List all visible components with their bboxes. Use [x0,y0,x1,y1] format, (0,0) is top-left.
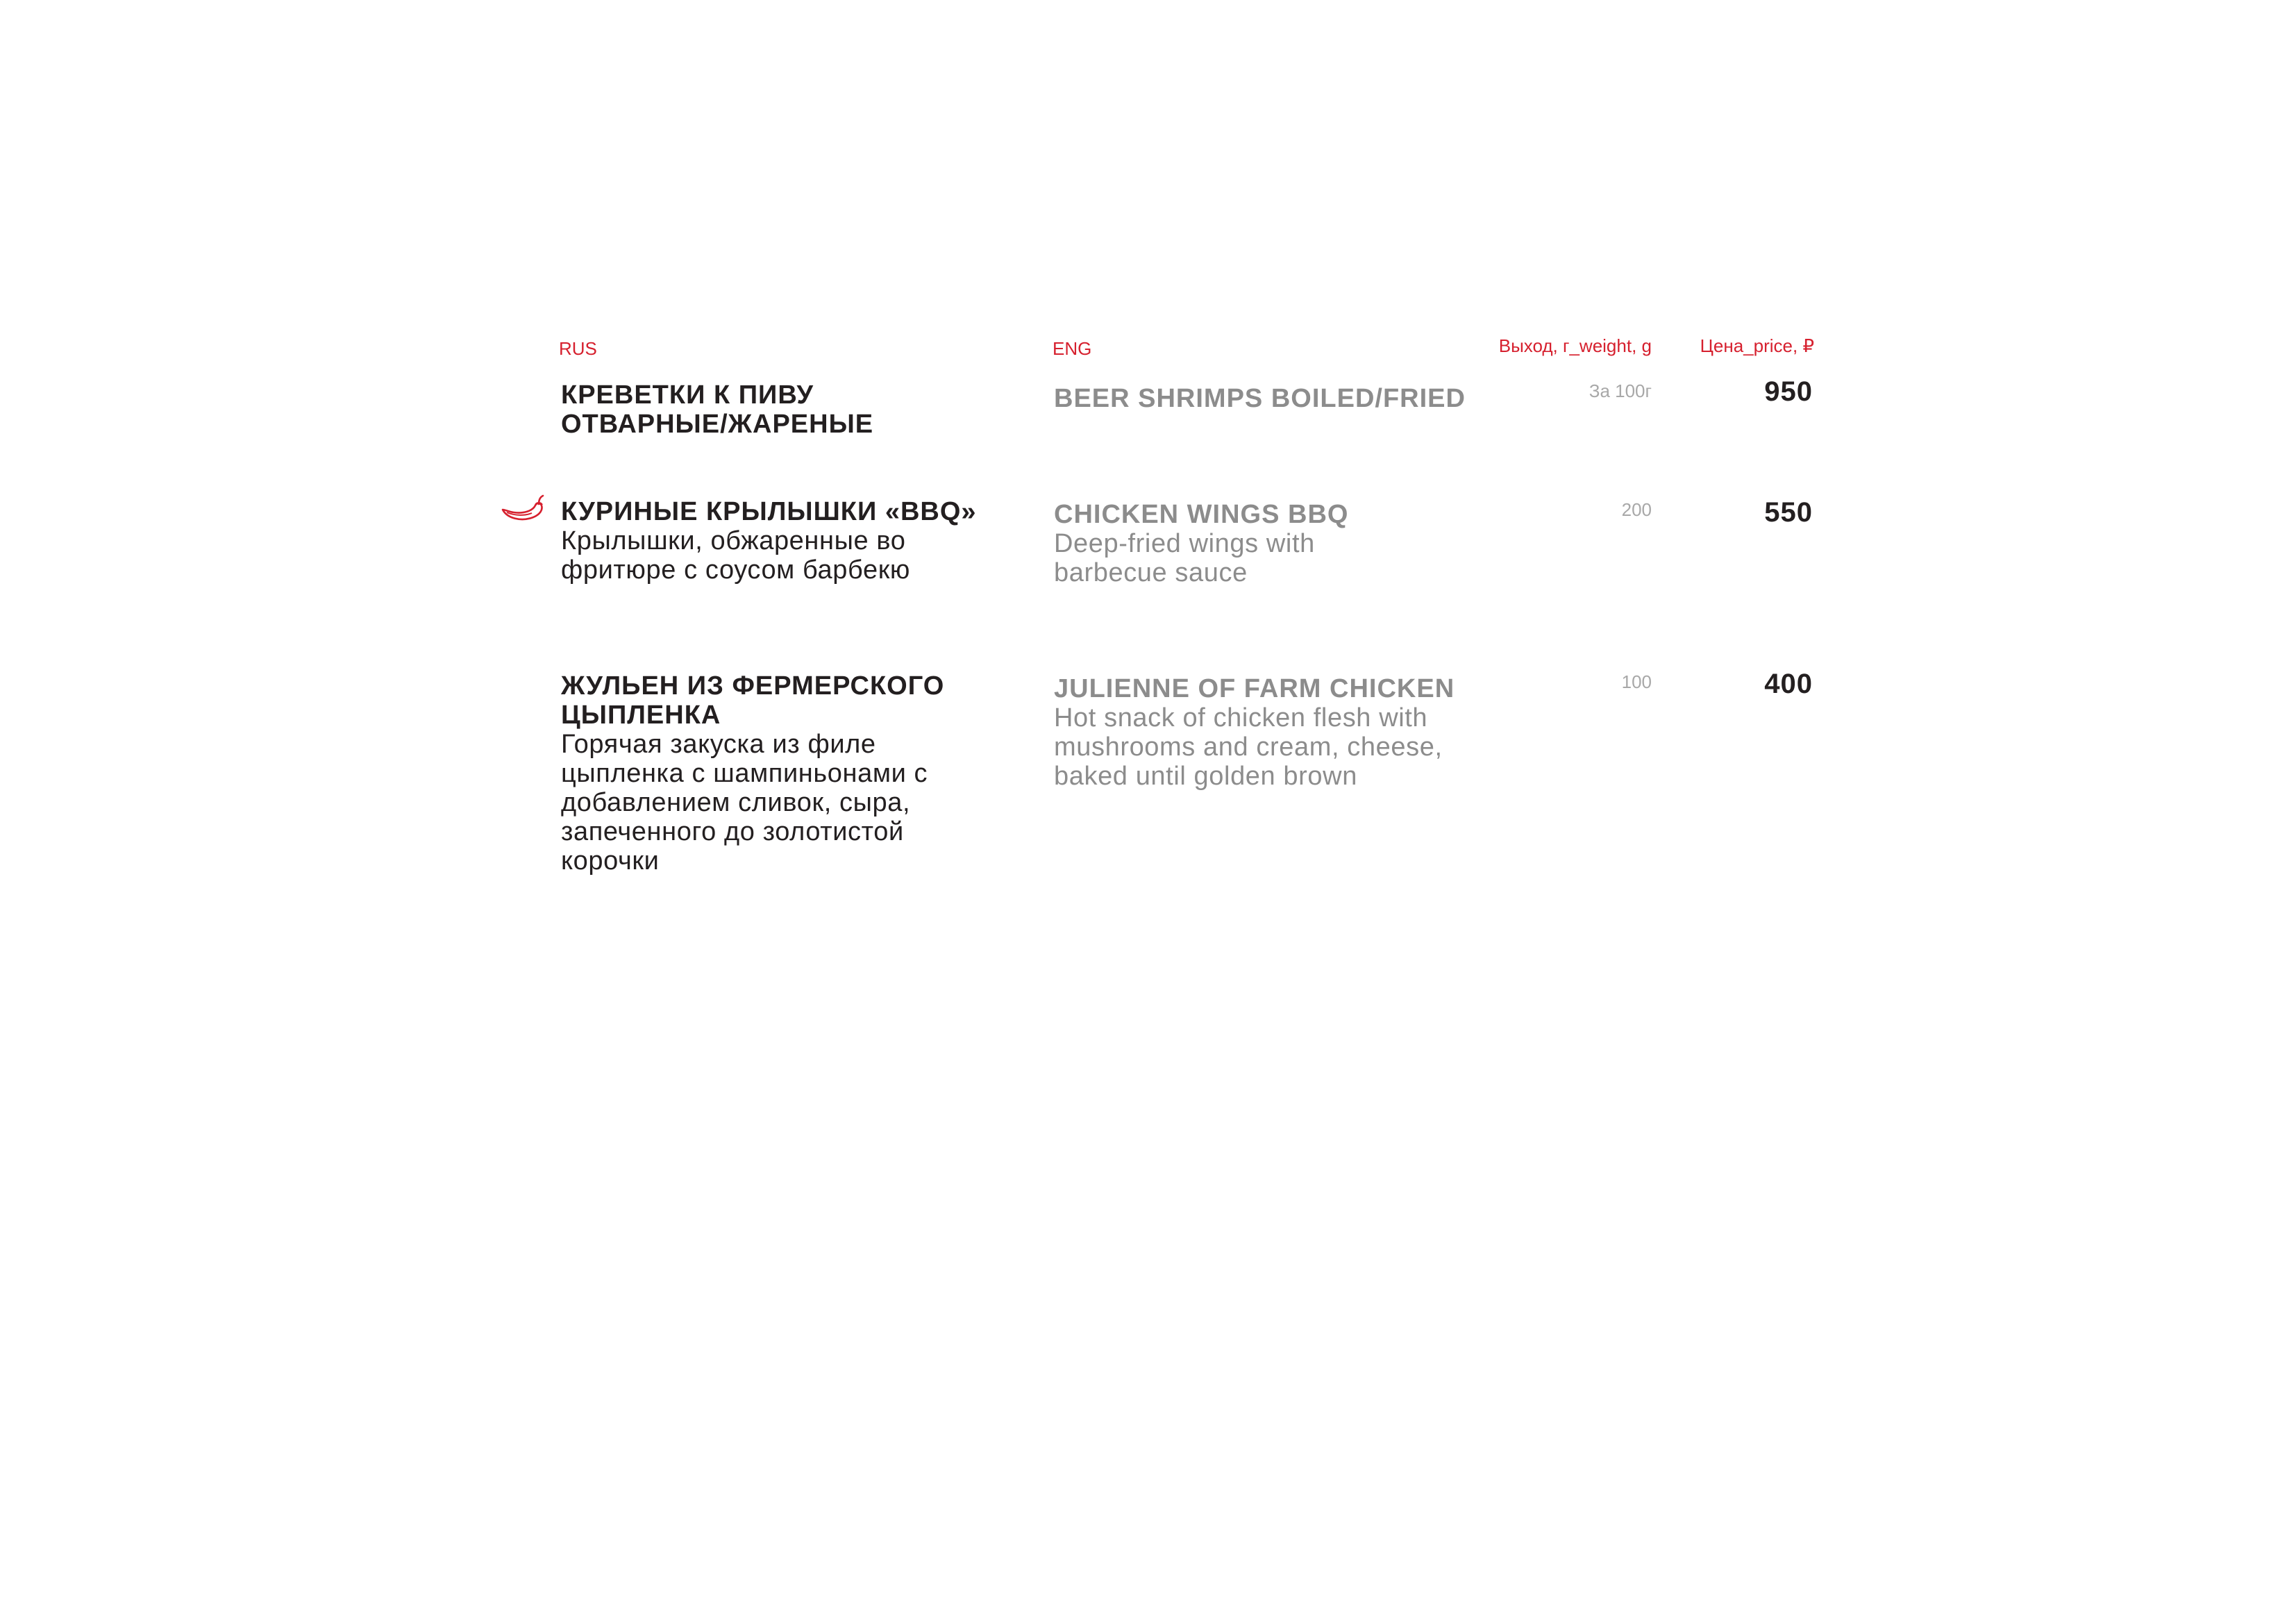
menu-item-rus [561,380,922,439]
dish-title-eng: CHICKEN WINGS BBQ [1054,500,1349,529]
dish-price: 550 [1764,497,1813,528]
dish-title-eng: BEER SHRIMPS BOILED/FRIED [1054,384,1466,413]
menu-item-rus [561,671,1005,876]
dish-title-rus: КРЕВЕТКИ К ПИВУ ОТВАРНЫЕ/ЖАРЕНЫЕ [561,380,874,439]
dish-description-rus: Крылышки, обжаренные во фритюре с соусом барбекю [561,526,911,585]
menu-item-rus [561,497,1005,585]
menu-item-eng [1054,674,1498,791]
menu-item-eng [1054,384,1498,413]
column-header-eng: ENG [1053,338,1092,359]
dish-price: 400 [1764,669,1813,699]
dish-title-rus: ЖУЛЬЕН ИЗ ФЕРМЕРСКОГО ЦЫПЛЕНКА [561,671,945,730]
dish-title-eng: JULIENNE OF FARM CHICKEN [1054,674,1455,703]
column-header-price: Цена_price, ₽ [1700,335,1814,356]
column-header-rus: RUS [559,338,597,359]
dish-weight: 200 [1621,499,1652,520]
dish-description-eng: Deep-fried wings with barbecue sauce [1054,529,1315,587]
dish-title-rus: КУРИНЫЕ КРЫЛЫШКИ «BBQ» [561,497,977,526]
column-header-weight: Выход, г_weight, g [1498,335,1652,356]
menu-item-eng [1054,500,1498,587]
dish-weight: За 100г [1589,380,1652,401]
dish-price: 950 [1764,376,1813,407]
dish-description-eng: Hot snack of chicken flesh with mushrooms and cream, cheese, baked until golden brown [1054,703,1443,791]
dish-description-rus: Горячая закуска из филе цыпленка с шампиньонами с добавлением сливок, сыра, запеченного до золотистой корочки [561,730,928,876]
chili-pepper-icon [500,494,546,529]
dish-weight: 100 [1621,671,1652,692]
